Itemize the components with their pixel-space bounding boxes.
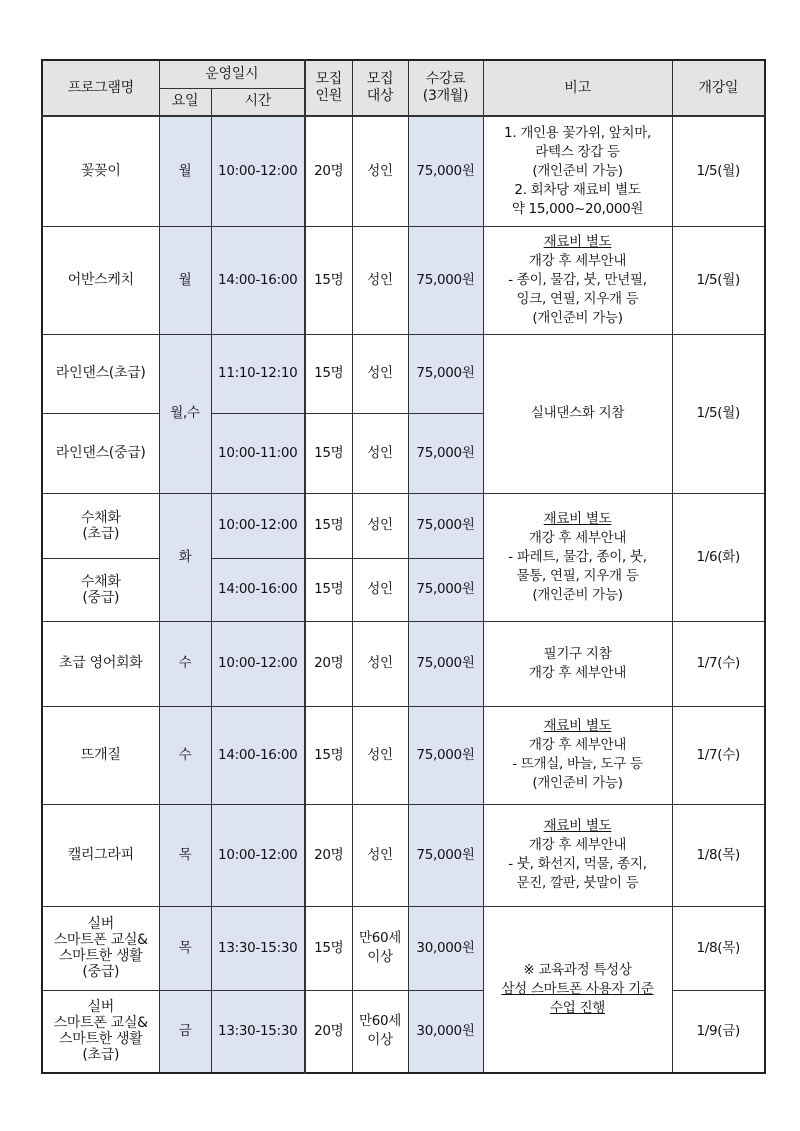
note-line: 문진, 깔판, 붓말이 등 (516, 875, 639, 891)
capacity-cell: 20명 (305, 116, 352, 226)
program-name: 라인댄스(중급) (42, 413, 159, 493)
target-cell: 성인 (352, 334, 408, 413)
note-line: (개인준비 가능) (532, 586, 623, 603)
note-underlined-line: 재료비 별도 (543, 818, 612, 834)
start-date-cell: 1/7(수) (672, 621, 765, 706)
header-target-line2: 대상 (366, 88, 394, 104)
time-cell: 13:30-15:30 (211, 906, 305, 990)
note-underlined-line: 재료비 별도 (543, 233, 612, 250)
start-date-cell: 1/9(금) (672, 990, 765, 1073)
day-cell: 금 (159, 990, 211, 1073)
program-name: 어반스케치 (42, 226, 159, 334)
fee-cell: 75,000원 (408, 804, 483, 906)
table-row (42, 116, 765, 226)
fee-cell: 75,000원 (408, 413, 483, 493)
fee-cell: 75,000원 (408, 116, 483, 226)
note-line: 필기구 지참 (543, 645, 612, 662)
time-cell: 10:00-11:00 (211, 413, 305, 493)
header-target (352, 60, 408, 116)
note-cell (483, 621, 672, 706)
note-line: 개강 후 세부안내 (528, 252, 627, 269)
capacity-cell: 20명 (305, 804, 352, 906)
table-row (42, 493, 765, 558)
program-name (42, 906, 159, 990)
target-cell: 성인 (352, 706, 408, 804)
note-line: - 종이, 물감, 붓, 만년필, (508, 271, 647, 288)
day-cell: 수 (159, 621, 211, 706)
header-capacity-line1: 모집 (315, 71, 342, 87)
target-cell: 성인 (352, 116, 408, 226)
note-cell (483, 906, 672, 1073)
program-name-line: (중급) (82, 964, 120, 980)
day-cell: 수 (159, 706, 211, 804)
time-cell: 10:00-12:00 (211, 116, 305, 226)
target-cell: 성인 (352, 413, 408, 493)
table-row (42, 334, 765, 413)
header-target-line1: 모집 (366, 71, 394, 87)
header-capacity (305, 60, 352, 116)
program-name-line: 스마트폰 교실& (53, 932, 148, 948)
target-cell (352, 906, 408, 990)
note-underlined-line: 수업 진행 (550, 999, 605, 1016)
header-fee-line1: 수강료 (425, 71, 466, 87)
fee-cell: 75,000원 (408, 621, 483, 706)
fee-cell: 30,000원 (408, 990, 483, 1073)
note-line: - 뜨개실, 바늘, 도구 등 (512, 756, 643, 772)
time-cell: 11:10-12:10 (211, 334, 305, 413)
fee-cell: 75,000원 (408, 334, 483, 413)
header-day: 요일 (159, 88, 211, 116)
program-name-line: 스마트한 생활 (59, 1031, 143, 1048)
note-cell (483, 706, 672, 804)
day-cell: 목 (159, 906, 211, 990)
note-cell (483, 334, 672, 493)
program-name-line: 스마트폰 교실& (53, 1015, 148, 1032)
note-line: (개인준비 가능) (532, 162, 623, 179)
program-name-line: 실버 (87, 916, 114, 932)
day-cell: 화 (159, 493, 211, 621)
program-name: 라인댄스(초급) (42, 334, 159, 413)
start-date-cell: 1/6(화) (672, 493, 765, 621)
capacity-cell: 15명 (305, 334, 352, 413)
table-row (42, 906, 765, 990)
note-line: (개인준비 가능) (532, 309, 623, 326)
table-row (42, 804, 765, 906)
table-row (42, 226, 765, 334)
note-line: 개강 후 세부안내 (528, 737, 627, 753)
table-row (42, 621, 765, 706)
note-line: 개강 후 세부안내 (528, 664, 627, 681)
program-name-line: 실버 (87, 999, 114, 1016)
fee-cell: 30,000원 (408, 906, 483, 990)
program-name (42, 990, 159, 1073)
note-line: 1. 개인용 꽃가위, 앞치마, (504, 124, 651, 141)
program-name-line: (중급) (82, 589, 120, 606)
program-name: 캘리그라피 (42, 804, 159, 906)
time-cell: 14:00-16:00 (211, 558, 305, 621)
note-line: ※ 교육과정 특성상 (523, 961, 632, 978)
table-row (42, 706, 765, 804)
capacity-cell: 15명 (305, 906, 352, 990)
capacity-cell: 15명 (305, 558, 352, 621)
capacity-cell: 15명 (305, 226, 352, 334)
note-cell (483, 493, 672, 621)
capacity-cell: 20명 (305, 990, 352, 1073)
header-program (42, 60, 159, 116)
program-name: 꽃꽂이 (42, 116, 159, 226)
note-line: 라텍스 장갑 등 (535, 143, 620, 160)
time-cell: 10:00-12:00 (211, 493, 305, 558)
note-line: (개인준비 가능) (532, 775, 623, 791)
capacity-cell: 20명 (305, 621, 352, 706)
note-line: 실내댄스화 지참 (530, 405, 625, 421)
note-underlined-line: 삼성 스마트폰 사용자 기준 (501, 980, 654, 997)
program-name-line: (초급) (82, 525, 120, 542)
header-start-date: 개강일 (672, 60, 765, 116)
time-cell: 10:00-12:00 (211, 621, 305, 706)
program-name (42, 558, 159, 621)
target-line: 만60세 (358, 930, 402, 946)
note-line: 약 15,000~20,000원 (511, 200, 644, 217)
fee-cell: 75,000원 (408, 558, 483, 621)
header-fee-line2: (3개월) (422, 88, 469, 104)
target-cell (352, 990, 408, 1073)
program-name-line: 수채화 (80, 509, 121, 526)
start-date-cell: 1/5(월) (672, 116, 765, 226)
target-cell: 성인 (352, 226, 408, 334)
day-cell: 월 (159, 226, 211, 334)
program-name: 초급 영어회화 (42, 621, 159, 706)
start-date-cell: 1/7(수) (672, 706, 765, 804)
program-name-line: 수채화 (80, 573, 121, 590)
target-cell: 성인 (352, 804, 408, 906)
note-line: 개강 후 세부안내 (528, 529, 627, 546)
fee-cell: 75,000원 (408, 706, 483, 804)
program-name (42, 493, 159, 558)
header-capacity-line2: 인원 (315, 88, 342, 104)
day-cell: 목 (159, 804, 211, 906)
header-time: 시간 (211, 88, 305, 116)
capacity-cell: 15명 (305, 706, 352, 804)
fee-cell: 75,000원 (408, 493, 483, 558)
target-cell: 성인 (352, 558, 408, 621)
capacity-cell: 15명 (305, 493, 352, 558)
time-cell: 10:00-12:00 (211, 804, 305, 906)
note-cell (483, 804, 672, 906)
time-cell: 13:30-15:30 (211, 990, 305, 1073)
target-cell: 성인 (352, 493, 408, 558)
header-schedule-group: 운영일시 (159, 60, 305, 88)
time-cell: 14:00-16:00 (211, 226, 305, 334)
header-program-label: 프로그램명 (67, 79, 134, 96)
start-date-cell: 1/5(월) (672, 226, 765, 334)
target-line: 이상 (367, 1032, 393, 1049)
note-cell (483, 226, 672, 334)
note-line: - 파레트, 물감, 종이, 붓, (508, 548, 647, 565)
day-cell: 월 (159, 116, 211, 226)
program-name: 뜨개질 (42, 706, 159, 804)
note-line: 개강 후 세부안내 (528, 837, 627, 853)
day-cell: 월,수 (159, 334, 211, 493)
header-fee (408, 60, 483, 116)
program-schedule-table (41, 59, 766, 1074)
start-date-cell: 1/8(목) (672, 906, 765, 990)
note-cell (483, 116, 672, 226)
header-note: 비고 (483, 60, 672, 116)
fee-cell: 75,000원 (408, 226, 483, 334)
note-line: 2. 회차당 재료비 별도 (514, 181, 641, 198)
program-name-line: 스마트한 생활 (59, 948, 143, 964)
program-name-line: (초급) (82, 1047, 120, 1064)
note-underlined-line: 재료비 별도 (543, 510, 612, 527)
note-line: 물통, 연필, 지우개 등 (516, 567, 639, 584)
note-line: - 붓, 화선지, 먹물, 종지, (508, 856, 647, 872)
time-cell: 14:00-16:00 (211, 706, 305, 804)
target-line: 만60세 (358, 1013, 402, 1030)
note-line: 잉크, 연필, 지우개 등 (516, 290, 639, 307)
target-cell: 성인 (352, 621, 408, 706)
start-date-cell: 1/5(월) (672, 334, 765, 493)
target-line: 이상 (367, 949, 393, 965)
capacity-cell: 15명 (305, 413, 352, 493)
note-underlined-line: 재료비 별도 (543, 718, 612, 734)
start-date-cell: 1/8(목) (672, 804, 765, 906)
